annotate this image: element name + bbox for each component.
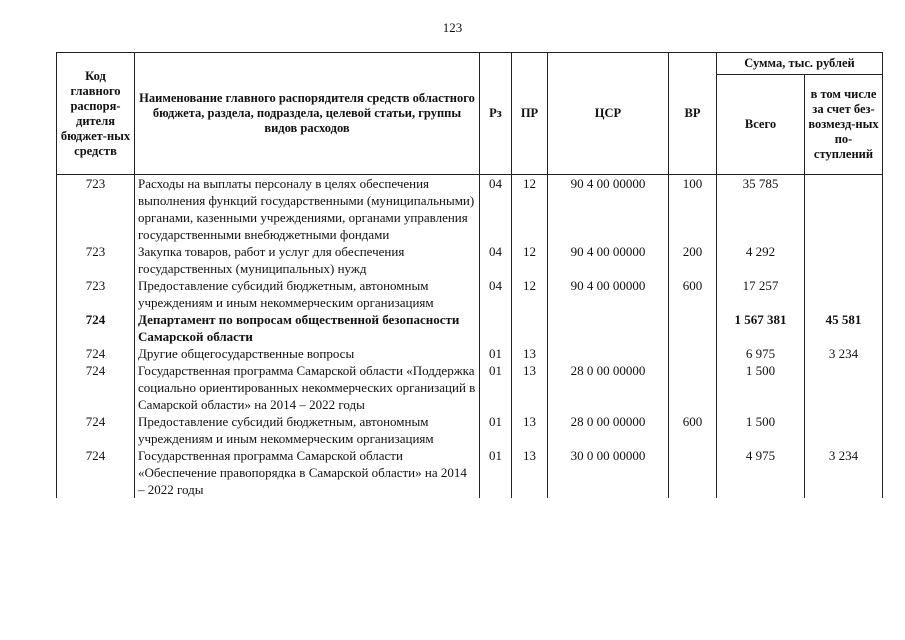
code-cell: 724 <box>57 362 135 413</box>
header-rz: Рз <box>480 53 512 175</box>
grants-cell <box>805 413 883 447</box>
vr-cell: 600 <box>669 277 717 311</box>
pr-cell: 13 <box>512 413 548 447</box>
total-cell: 1 567 381 <box>717 311 805 345</box>
table-row <box>57 175 883 244</box>
total-cell: 4 292 <box>717 243 805 277</box>
csr-cell: 28 0 00 00000 <box>548 362 669 413</box>
header-total: Всего <box>717 75 805 175</box>
csr-cell: 30 0 00 00000 <box>548 447 669 498</box>
rz-cell: 01 <box>480 362 512 413</box>
total-cell: 1 500 <box>717 362 805 413</box>
table-row <box>57 413 883 447</box>
csr-cell: 90 4 00 00000 <box>548 277 669 311</box>
grants-cell: 3 234 <box>805 345 883 362</box>
grants-cell <box>805 175 883 244</box>
csr-cell <box>548 311 669 345</box>
table-row <box>57 243 883 277</box>
rz-cell: 01 <box>480 413 512 447</box>
code-cell: 724 <box>57 345 135 362</box>
name-cell: Закупка товаров, работ и услуг для обеспечения государственных (муниципальных) нужд <box>135 243 480 277</box>
grants-cell: 3 234 <box>805 447 883 498</box>
total-cell: 4 975 <box>717 447 805 498</box>
rz-cell <box>480 311 512 345</box>
total-cell: 6 975 <box>717 345 805 362</box>
grants-cell <box>805 243 883 277</box>
header-csr: ЦСР <box>548 53 669 175</box>
rz-cell: 04 <box>480 277 512 311</box>
header-grants: в том числе за счет без-возмезд-ных по-ступлений <box>805 75 883 175</box>
code-cell: 723 <box>57 277 135 311</box>
header-code: Код главного распоря-дителя бюджет-ных средств <box>57 53 135 175</box>
code-cell: 724 <box>57 413 135 447</box>
name-cell: Расходы на выплаты персоналу в целях обеспечения выполнения функций государственными (муниципальными) органами, казенными учреждениями, органами управления государственными внебюджетными фондами <box>135 175 480 244</box>
rz-cell: 01 <box>480 447 512 498</box>
vr-cell: 200 <box>669 243 717 277</box>
table-row <box>57 447 883 498</box>
grants-cell: 45 581 <box>805 311 883 345</box>
code-cell: 723 <box>57 175 135 244</box>
vr-cell <box>669 447 717 498</box>
rz-cell: 04 <box>480 243 512 277</box>
budget-table <box>56 52 883 498</box>
code-cell: 724 <box>57 447 135 498</box>
vr-cell <box>669 311 717 345</box>
code-cell: 724 <box>57 311 135 345</box>
table-row <box>57 345 883 362</box>
pr-cell: 12 <box>512 243 548 277</box>
total-cell: 35 785 <box>717 175 805 244</box>
name-cell: Предоставление субсидий бюджетным, автономным учреждениям и иным некоммерческим организациям <box>135 277 480 311</box>
vr-cell: 600 <box>669 413 717 447</box>
total-cell: 17 257 <box>717 277 805 311</box>
table-row <box>57 277 883 311</box>
code-cell: 723 <box>57 243 135 277</box>
vr-cell <box>669 345 717 362</box>
csr-cell: 28 0 00 00000 <box>548 413 669 447</box>
name-cell: Государственная программа Самарской области «Обеспечение правопорядка в Самарской области» на 2014 – 2022 годы <box>135 447 480 498</box>
pr-cell: 13 <box>512 362 548 413</box>
pr-cell: 12 <box>512 277 548 311</box>
vr-cell: 100 <box>669 175 717 244</box>
pr-cell: 13 <box>512 345 548 362</box>
total-cell: 1 500 <box>717 413 805 447</box>
csr-cell: 90 4 00 00000 <box>548 243 669 277</box>
vr-cell <box>669 362 717 413</box>
rz-cell: 04 <box>480 175 512 244</box>
table-body <box>57 175 883 499</box>
pr-cell: 13 <box>512 447 548 498</box>
pr-cell <box>512 311 548 345</box>
name-cell: Предоставление субсидий бюджетным, автономным учреждениям и иным некоммерческим организациям <box>135 413 480 447</box>
rz-cell: 01 <box>480 345 512 362</box>
header-vr: ВР <box>669 53 717 175</box>
pr-cell: 12 <box>512 175 548 244</box>
table-row <box>57 311 883 345</box>
csr-cell <box>548 345 669 362</box>
name-cell: Департамент по вопросам общественной безопасности Самарской области <box>135 311 480 345</box>
table-row <box>57 362 883 413</box>
header-sum-group: Сумма, тыс. рублей <box>717 53 883 75</box>
header-pr: ПР <box>512 53 548 175</box>
grants-cell <box>805 277 883 311</box>
page-number: 123 <box>442 20 463 35</box>
name-cell: Государственная программа Самарской области «Поддержка социально ориентированных некоммерческих организаций в Самарской области» на 2014 – 2022 годы <box>135 362 480 413</box>
name-cell: Другие общегосударственные вопросы <box>135 345 480 362</box>
header-name: Наименование главного распорядителя средств областного бюджета, раздела, подраздела, целевой статьи, группы видов расходов <box>135 53 480 175</box>
grants-cell <box>805 362 883 413</box>
csr-cell: 90 4 00 00000 <box>548 175 669 244</box>
